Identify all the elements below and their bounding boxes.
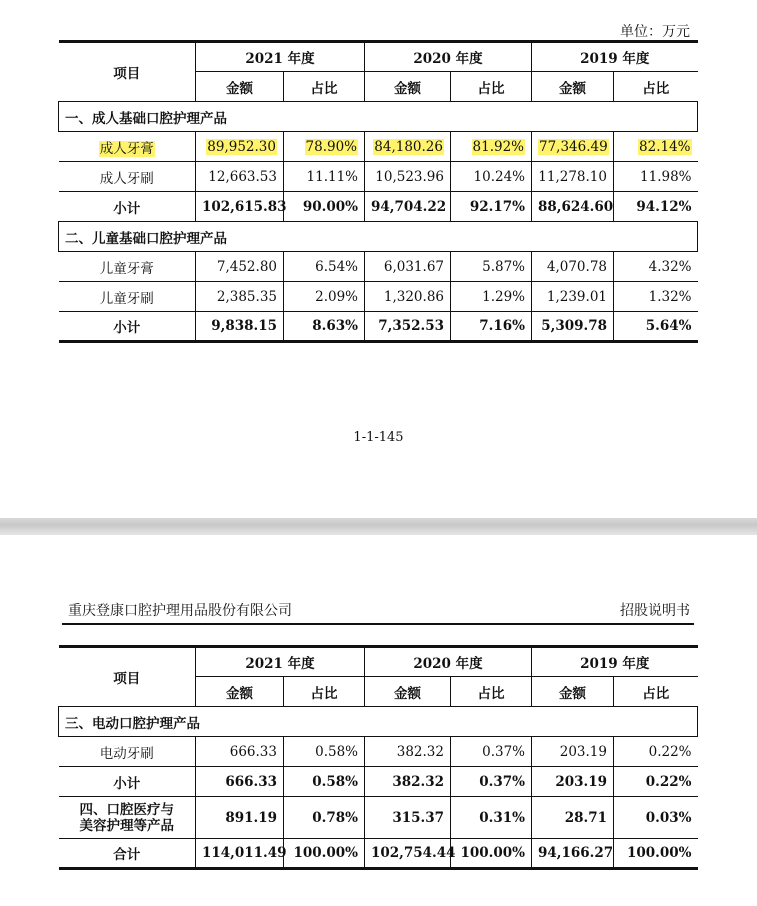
- page-number: 1-1-145: [353, 430, 404, 445]
- header-year-2019: 2019 年度: [532, 42, 698, 72]
- header-ratio: 占比: [284, 72, 365, 102]
- cell-value: 94.12%: [614, 192, 698, 222]
- revenue-table-part2: [58, 645, 698, 870]
- cell-value: 10.24%: [451, 162, 532, 192]
- cell-value: 90.00%: [284, 192, 365, 222]
- header-ratio: 占比: [451, 72, 532, 102]
- cell-value: 1,320.86: [365, 282, 451, 312]
- header-amount: 金额: [365, 677, 451, 707]
- cell-value: 6.54%: [284, 252, 365, 282]
- row-label: 成人牙刷: [59, 162, 196, 192]
- revenue-table-part1: [58, 40, 698, 343]
- subtotal-row: [59, 312, 698, 342]
- cell-value: 4.32%: [614, 252, 698, 282]
- subtotal-row: [59, 767, 698, 797]
- cell-value: 1,239.01: [532, 282, 614, 312]
- cell-value: 1.29%: [451, 282, 532, 312]
- cell-value: 11.98%: [614, 162, 698, 192]
- section-title: 一、成人基础口腔护理产品: [59, 102, 698, 132]
- table-row: [59, 737, 698, 767]
- cell-value: 0.37%: [451, 737, 532, 767]
- header-year-2019: 2019 年度: [532, 647, 698, 677]
- header-ratio: 占比: [614, 677, 698, 707]
- cell-value: 100.00%: [614, 839, 698, 869]
- cell-value: 11.11%: [284, 162, 365, 192]
- header-amount: 金额: [196, 677, 284, 707]
- cell-value: 102,754.44: [365, 839, 451, 869]
- cell-value: 81.92%: [472, 138, 524, 155]
- header-ratio: 占比: [451, 677, 532, 707]
- row-label: 小计: [59, 192, 196, 222]
- cell-value: 382.32: [365, 767, 451, 797]
- section-title: 二、儿童基础口腔护理产品: [59, 222, 698, 252]
- cell-value: 0.37%: [451, 767, 532, 797]
- row-label-line1: 四、口腔医疗与: [79, 801, 174, 818]
- cell-value: 382.32: [365, 737, 451, 767]
- cell-value: 5.64%: [614, 312, 698, 342]
- table-row: [59, 252, 698, 282]
- cell-value: 5,309.78: [532, 312, 614, 342]
- cell-value: 6,031.67: [365, 252, 451, 282]
- header-ratio: 占比: [284, 677, 365, 707]
- row-label: 合计: [59, 839, 196, 869]
- page-separator: [0, 518, 757, 535]
- cell-value: 666.33: [196, 737, 284, 767]
- cell-value: 8.63%: [284, 312, 365, 342]
- header-divider: [62, 623, 694, 625]
- header-item: 项目: [59, 42, 196, 102]
- cell-value: 78.90%: [305, 138, 357, 155]
- cell-value: 0.58%: [284, 737, 365, 767]
- cell-value: 2,385.35: [196, 282, 284, 312]
- cell-value: 1.32%: [614, 282, 698, 312]
- section-title: 三、电动口腔护理产品: [59, 707, 698, 737]
- header-year-2020: 2020 年度: [365, 42, 532, 72]
- cell-value: 2.09%: [284, 282, 365, 312]
- cell-value: 94,704.22: [365, 192, 451, 222]
- cell-value: 9,838.15: [196, 312, 284, 342]
- header-amount: 金额: [532, 677, 614, 707]
- cell-value: 102,615.83: [196, 192, 284, 222]
- row-label: 儿童牙膏: [59, 252, 196, 282]
- cell-value: 203.19: [532, 737, 614, 767]
- row-label: 小计: [59, 312, 196, 342]
- cell-value: 0.58%: [284, 767, 365, 797]
- header-amount: 金额: [532, 72, 614, 102]
- total-row: [59, 839, 698, 869]
- row-label: [59, 797, 196, 839]
- cell-value: 92.17%: [451, 192, 532, 222]
- row-label: 成人牙膏: [99, 140, 154, 157]
- header-amount: 金额: [365, 72, 451, 102]
- cell-value: 84,180.26: [374, 138, 443, 155]
- table-row: [59, 282, 698, 312]
- cell-value: 89,952.30: [207, 138, 276, 155]
- cell-value: 0.22%: [614, 737, 698, 767]
- cell-value: 0.31%: [451, 797, 532, 839]
- cell-value: 7,452.80: [196, 252, 284, 282]
- header-item: 项目: [59, 647, 196, 707]
- cell-value: 11,278.10: [532, 162, 614, 192]
- row-label: 小计: [59, 767, 196, 797]
- cell-value: 666.33: [196, 767, 284, 797]
- company-name: 重庆登康口腔护理用品股份有限公司: [68, 603, 292, 619]
- cell-value: 0.03%: [614, 797, 698, 839]
- cell-value: 77,346.49: [539, 138, 608, 155]
- row-label: 儿童牙刷: [59, 282, 196, 312]
- row-label: 电动牙刷: [59, 737, 196, 767]
- cell-value: 0.22%: [614, 767, 698, 797]
- document-type: 招股说明书: [620, 603, 690, 619]
- header-ratio: 占比: [614, 72, 698, 102]
- cell-value: 203.19: [532, 767, 614, 797]
- header-year-2021: 2021 年度: [196, 42, 365, 72]
- table-row: [59, 162, 698, 192]
- cell-value: 12,663.53: [196, 162, 284, 192]
- table-row: [59, 797, 698, 839]
- cell-value: 4,070.78: [532, 252, 614, 282]
- cell-value: 82.14%: [639, 138, 691, 155]
- cell-value: 0.78%: [284, 797, 365, 839]
- cell-value: 100.00%: [451, 839, 532, 869]
- cell-value: 7,352.53: [365, 312, 451, 342]
- cell-value: 100.00%: [284, 839, 365, 869]
- cell-value: 10,523.96: [365, 162, 451, 192]
- cell-value: 891.19: [196, 797, 284, 839]
- subtotal-row: [59, 192, 698, 222]
- cell-value: 28.71: [532, 797, 614, 839]
- cell-value: 114,011.49: [196, 839, 284, 869]
- header-year-2020: 2020 年度: [365, 647, 532, 677]
- cell-value: 315.37: [365, 797, 451, 839]
- unit-label: 单位：万元: [620, 24, 690, 40]
- cell-value: 7.16%: [451, 312, 532, 342]
- table-row: [59, 132, 698, 162]
- cell-value: 88,624.60: [532, 192, 614, 222]
- cell-value: 94,166.27: [532, 839, 614, 869]
- row-label-line2: 美容护理等产品: [79, 817, 174, 834]
- cell-value: 5.87%: [451, 252, 532, 282]
- header-amount: 金额: [196, 72, 284, 102]
- header-year-2021: 2021 年度: [196, 647, 365, 677]
